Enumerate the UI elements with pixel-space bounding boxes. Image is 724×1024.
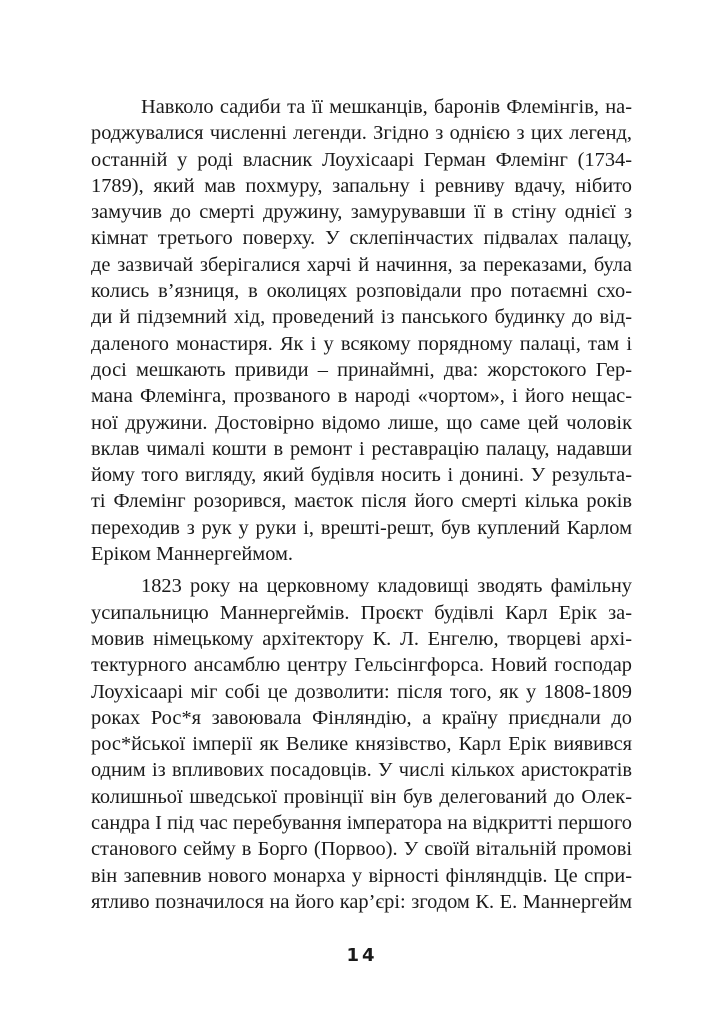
text-line: кімнат третього поверху. У склепінчастих підвалах палацу, [91,227,632,250]
text-line: останній у роді власник Лоухісаарі Герман Флемінг (1734- [91,148,632,171]
text-line: одним із впливових посадовців. У числі кількох аристократів [91,759,632,782]
text-line: роках Рос*я завоювала Фінляндію, а країну приєднали до [91,706,632,729]
text-line: переходив з рук у руки і, врешті-решт, був куплений Карлом [91,516,632,539]
text-line: Навколо садиби та її мешканців, баронів Флемінгів, на- [141,96,632,118]
text-line: усипальницю Маннергеймів. Проєкт будівлі Карл Ерік за- [91,601,632,624]
text-line: мана Флемінга, прозваного в народі «чортом», і його нещас- [91,385,632,408]
text-line: мовив німецькому архітектору К. Л. Енгелю, творцеві архі- [91,627,632,650]
text-line: сандра I під час перебування імператора на відкритті першого [91,812,632,835]
text-line: Еріком Маннергеймом. [91,543,294,566]
text-line: досі мешкають привиди – принаймні, два: жорстокого Гер- [91,358,632,381]
text-line: ятливо позначилося на його кар’єрі: згодом К. Е. Маннергейм [91,890,632,913]
text-line: рос*йської імперії як Велике князівство, Карл Ерік виявився [91,733,632,756]
text-line: даленого монастиря. Як і у всякому порядному палаці, там і [91,332,632,355]
text-line: він запевнив нового монарха у вірності фінляндців. Це спри- [91,864,632,887]
text-line: колишньої шведської провінції він був делегований до Олек- [91,785,632,808]
body-text [91,94,632,915]
text-line: ди й підземний хід, проведений із панського будинку до від- [91,306,632,329]
text-line: замучив до смерті дружину, замурувавши її в стіну однієї з [91,201,632,224]
text-line: Лоухісаарі міг собі це дозволити: після того, як у 1808-1809 [91,680,632,703]
text-line: колись в’язниця, в околицях розповідали про потаємні схо- [91,280,632,303]
paragraph-2 [91,573,632,915]
text-line: вклав чималі кошти в ремонт і реставрацію палацу, надавши [91,437,632,460]
text-line: ті Флемінг розорився, маєток після його смерті кілька років [91,490,632,513]
text-line: ної дружини. Достовірно відомо лише, що саме цей чоловік [91,411,632,434]
text-line: роджувалися численні легенди. Згідно з однією з цих легенд, [91,122,632,145]
text-line: станового сейму в Борго (Порвоо). У своїй вітальній промові [91,838,632,861]
page-number: 14 [346,945,378,966]
paragraph-1 [91,94,632,567]
text-line: 1789), який мав похмуру, запальну і ревниву вдачу, нібито [91,174,632,197]
text-line: йому того вигляду, який будівля носить і донині. У результа- [91,464,632,487]
text-line: де зазвичай зберігалися харчі й начиння, за переказами, була [91,253,632,276]
text-line: тектурного ансамблю центру Гельсінгфорса. Новий господар [91,654,632,677]
text-line: 1823 року на церковному кладовищі зводять фамільну [141,575,632,598]
